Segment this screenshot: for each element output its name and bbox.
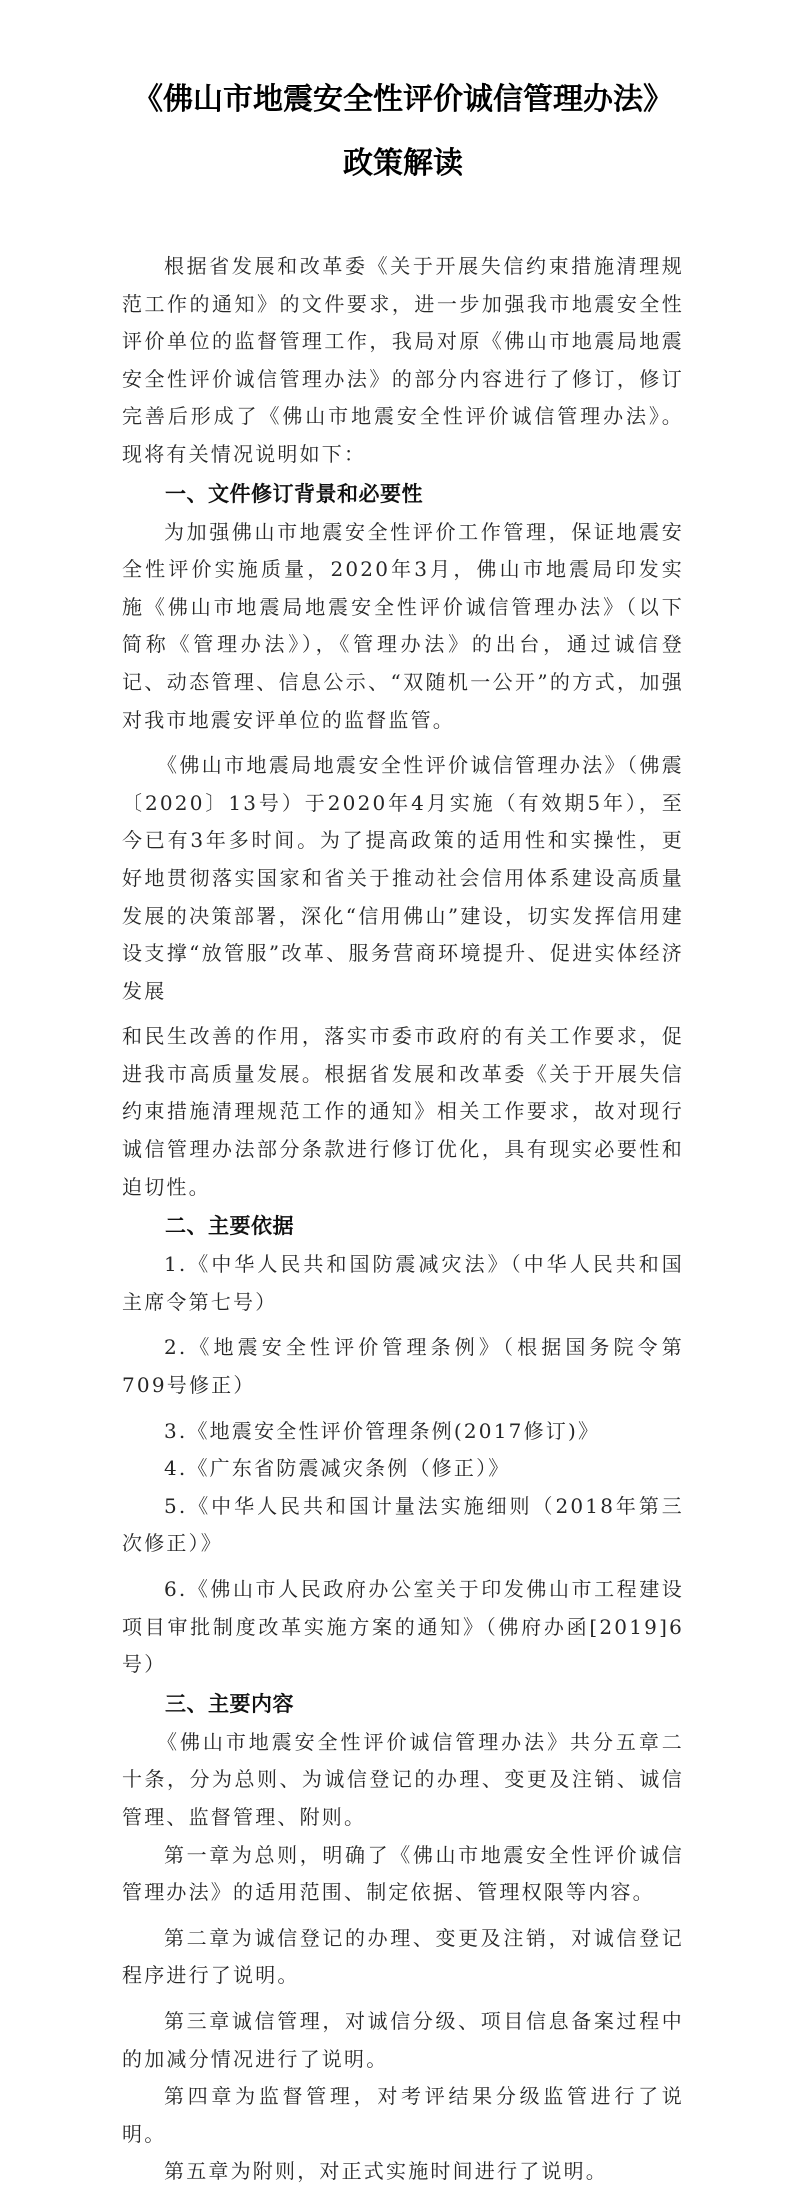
basis-item: 6.《佛山市人民政府办公室关于印发佛山市工程建设项目审批制度改革实施方案的通知》（佛府办函[2019]6号） [122, 1577, 684, 1677]
chapter-summary: 第三章诚信管理，对诚信分级、项目信息备案过程中的加减分情况进行了说明。 [122, 2008, 684, 2071]
document-subtitle: 政策解读 [343, 146, 463, 181]
basis-item: 3.《地震安全性评价管理条例(2017修订)》 [164, 1418, 601, 1443]
chapter-summary: 第二章为诚信登记的办理、变更及注销，对诚信登记程序进行了说明。 [122, 1925, 684, 1988]
basis-item: 1.《中华人民共和国防震减灾法》（中华人民共和国主席令第七号） [122, 1252, 684, 1314]
basis-item: 5.《中华人民共和国计量法实施细则（2018年第三次修正）》 [122, 1493, 684, 1556]
chapter-summary: 第一章为总则，明确了《佛山市地震安全性评价诚信管理办法》的适用范围、制定依据、管理权限等内容。 [122, 1842, 684, 1905]
paragraph: 《佛山市地震局地震安全性评价诚信管理办法》（佛震〔2020〕13号）于2020年4月实施（有效期5年），至今已有3年多时间。为了提高政策的适用性和实操性，更好地贯彻落实国家和省关于推动社会信用体系建设高质量发展的决策部署，深化“信用佛山”建设，切实发挥信用建设支撑“放管服”改革、服务营商环境提升、促进实体经济发展 [122, 753, 684, 1003]
paragraph: 和民生改善的作用，落实市委市政府的有关工作要求，促进我市高质量发展。根据省发展和改革委《关于开展失信约束措施清理规范工作的通知》相关工作要求，故对现行诚信管理办法部分条款进行修订优化，具有现实必要性和迫切性。 [122, 1024, 684, 1199]
spacer [122, 1563, 684, 1571]
spacer [122, 1912, 684, 1920]
basis-item: 2.《地震安全性评价管理条例》（根据国务院令第709号修正） [122, 1335, 684, 1398]
document-body [122, 248, 684, 2191]
section-heading-basis: 二、主要依据 [165, 1214, 294, 1239]
paragraph: 为加强佛山市地震安全性评价工作管理，保证地震安全性评价实施质量，2020年3月，佛山市地震局印发实施《佛山市地震局地震安全性评价诚信管理办法》（以下简称《管理办法》），《管理办法》的出台，通过诚信登记、动态管理、信息公示、“双随机一公开”的方式，加强对我市地震安评单位的监督监管。 [122, 519, 684, 732]
chapter-summary: 第五章为附则，对正式实施时间进行了说明。 [164, 2159, 608, 2184]
document-page [122, 0, 684, 2191]
document-title: 《佛山市地震安全性评价诚信管理办法》 [133, 82, 673, 117]
spacer [122, 1010, 684, 1018]
basis-item: 4.《广东省防震减灾条例（修正）》 [164, 1456, 511, 1481]
spacer [122, 1995, 684, 2003]
section-heading-content: 三、主要内容 [165, 1691, 294, 1716]
paragraph: 《佛山市地震安全性评价诚信管理办法》共分五章二十条，分为总则、为诚信登记的办理、变更及注销、诚信管理、监督管理、附则。 [122, 1729, 684, 1829]
chapter-summary: 第四章为监督管理，对考评结果分级监管进行了说明。 [122, 2084, 684, 2146]
spacer [122, 1321, 684, 1329]
spacer [122, 1405, 684, 1413]
spacer [122, 739, 684, 747]
section-heading-background: 一、文件修订背景和必要性 [165, 481, 423, 506]
intro-paragraph: 根据省发展和改革委《关于开展失信约束措施清理规范工作的通知》的文件要求，进一步加强我市地震安全性评价单位的监督管理工作，我局对原《佛山市地震局地震安全性评价诚信管理办法》的部分内容进行了修订，修订完善后形成了《佛山市地震安全性评价诚信管理办法》。现将有关情况说明如下： [122, 254, 684, 466]
